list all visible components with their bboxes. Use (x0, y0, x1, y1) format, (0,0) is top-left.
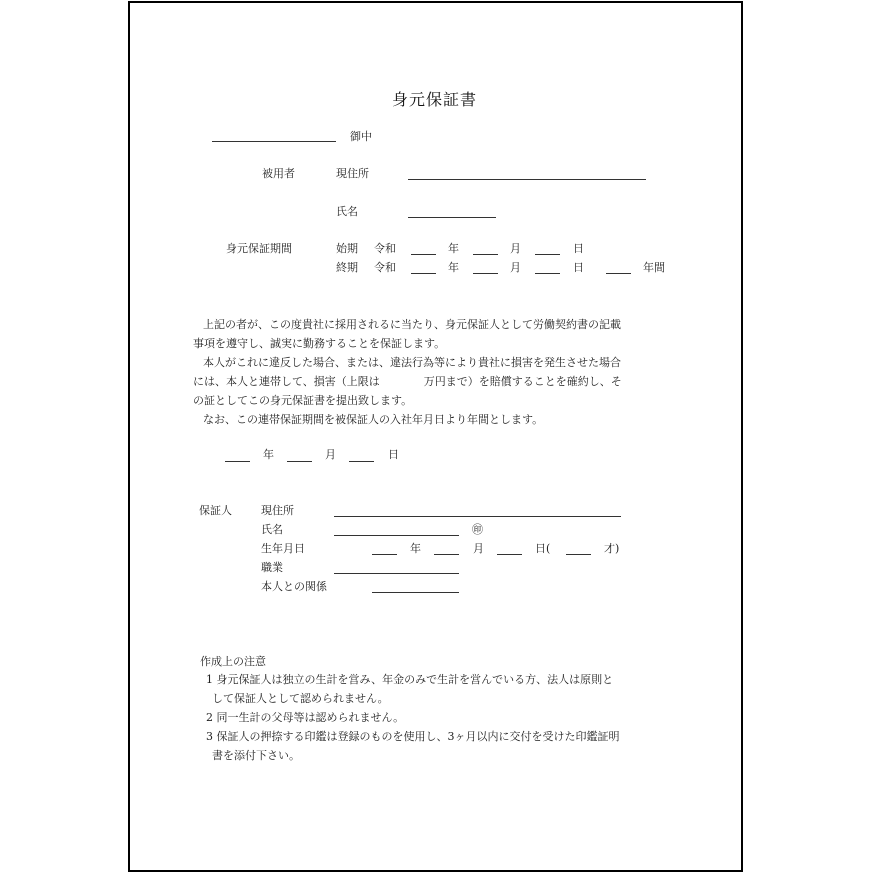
age-unit: 才) (604, 542, 620, 555)
seal-mark: ㊞ (472, 523, 483, 536)
body-line-1: 上記の者が、この度貴社に採用されるに当たり、身元保証人として労働契約書の記載 (203, 318, 621, 331)
period-start-month-line[interactable] (473, 254, 498, 255)
date-day-line[interactable] (349, 461, 374, 462)
guarantor-address-line[interactable] (334, 516, 621, 517)
date-month-line[interactable] (287, 461, 312, 462)
period-end-label: 終期 (336, 261, 358, 274)
date-year-line[interactable] (225, 461, 250, 462)
period-start-label: 始期 (336, 242, 358, 255)
period-end-month: 月 (510, 261, 521, 274)
period-end-day-line[interactable] (535, 273, 560, 274)
period-end-year: 年 (448, 261, 459, 274)
employee-label: 被用者 (262, 167, 295, 180)
birth-year: 年 (410, 542, 421, 555)
body-line-5: の証としてこの身元保証書を提出致します。 (193, 394, 413, 407)
note-3b: 書を添付下さい。 (212, 749, 300, 762)
employee-address-line[interactable] (408, 179, 646, 180)
body-line-4: には、本人と連帯して、損害（上限は 万円まで）を賠償することを確約し、そ (193, 375, 622, 388)
guarantor-birth-label: 生年月日 (261, 542, 305, 555)
period-end-year-line[interactable] (411, 273, 436, 274)
birth-year-line[interactable] (372, 554, 397, 555)
period-end-era: 令和 (374, 261, 396, 274)
guarantor-name-label: 氏名 (261, 523, 283, 536)
date-day: 日 (388, 448, 399, 461)
guarantor-address-label: 現住所 (261, 504, 294, 517)
period-years-unit: 年間 (643, 261, 665, 274)
birth-month-line[interactable] (434, 554, 459, 555)
birth-day-line[interactable] (497, 554, 522, 555)
guarantor-name-line[interactable] (334, 535, 459, 536)
age-line[interactable] (566, 554, 591, 555)
date-month: 月 (325, 448, 336, 461)
guarantee-document (128, 1, 743, 872)
note-2: 2 同一生計の父母等は認められません。 (206, 711, 405, 724)
note-3a: 3 保証人の押捺する印鑑は登録のものを使用し、3ヶ月以内に交付を受けた印鑑証明 (206, 730, 620, 743)
period-start-day-line[interactable] (535, 254, 560, 255)
addressee-suffix: 御中 (350, 130, 372, 143)
birth-day: 日( (535, 542, 551, 555)
guarantor-relation-label: 本人との関係 (261, 580, 327, 593)
period-start-year-line[interactable] (411, 254, 436, 255)
guarantor-relation-line[interactable] (372, 592, 459, 593)
guarantor-job-line[interactable] (334, 573, 459, 574)
employee-name-line[interactable] (408, 217, 496, 218)
employee-address-label: 現住所 (336, 167, 369, 180)
body-line-3: 本人がこれに違反した場合、または、違法行為等により貴社に損害を発生させた場合 (203, 356, 621, 369)
period-start-year: 年 (448, 242, 459, 255)
guarantor-label: 保証人 (199, 504, 232, 517)
period-years-line[interactable] (606, 273, 631, 274)
addressee-line[interactable] (212, 141, 336, 142)
body-line-6: なお、この連帯保証期間を被保証人の入社年月日より年間とします。 (203, 413, 544, 426)
period-start-day: 日 (573, 242, 584, 255)
period-start-month: 月 (510, 242, 521, 255)
birth-month: 月 (473, 542, 484, 555)
period-end-month-line[interactable] (473, 273, 498, 274)
employee-name-label: 氏名 (336, 205, 358, 218)
guarantor-job-label: 職業 (261, 561, 283, 574)
notes-heading: 作成上の注意 (200, 655, 266, 668)
period-end-day: 日 (573, 261, 584, 274)
period-label: 身元保証期間 (226, 242, 292, 255)
date-year: 年 (263, 448, 274, 461)
period-start-era: 令和 (374, 242, 396, 255)
note-1b: して保証人として認められません。 (212, 692, 389, 705)
document-title: 身元保証書 (392, 90, 478, 109)
body-line-2: 事項を遵守し、誠実に勤務することを保証します。 (193, 337, 446, 350)
note-1a: 1 身元保証人は独立の生計を営み、年金のみで生計を営んでいる方、法人は原則と (206, 673, 614, 686)
